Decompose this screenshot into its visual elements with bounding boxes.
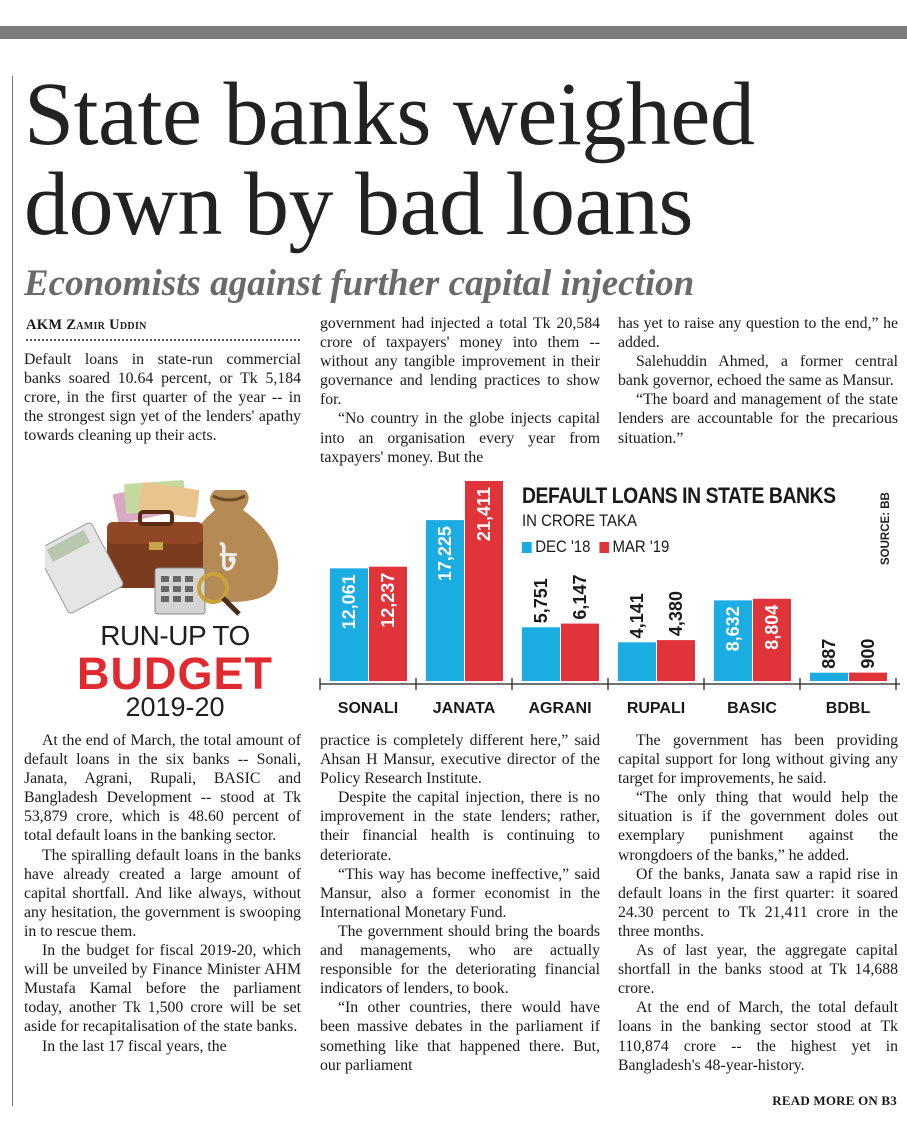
read-more-link[interactable]: READ MORE ON B3	[772, 1093, 897, 1108]
data-label-sonali-mar19: 12,237	[378, 572, 398, 628]
column-3-top	[618, 314, 898, 448]
bar-bdbl-mar19	[849, 673, 887, 681]
bar-bdbl-dec18	[810, 673, 848, 681]
x-tick-label-sonali: SONALI	[337, 700, 399, 717]
data-label-bdbl-dec18: 887	[819, 638, 839, 669]
subheadline: Economists against further capital injection	[24, 263, 695, 304]
chart-legend	[522, 537, 678, 557]
legend-label-dec18: DEC '18	[535, 537, 591, 556]
budget-logo-line1: RUN-UP TO	[100, 620, 250, 651]
budget-illustration-icon	[45, 470, 305, 620]
budget-logo	[45, 470, 305, 720]
intro-column	[24, 350, 301, 445]
data-label-agrani-mar19: 6,147	[570, 574, 590, 620]
x-tick-label-janata: JANATA	[432, 700, 496, 717]
paragraph: In the last 17 fiscal years, the	[42, 1037, 227, 1055]
headline: State banks weighed down by bad loans	[24, 65, 755, 254]
paragraph: The government should bring the boards and managements, who are actually responsible for the deteriorating financial indicators of lenders, to book.	[320, 922, 600, 998]
paragraph: has yet to raise any question to the end,” he added.	[618, 315, 898, 352]
paragraph: Of the banks, Janata saw a rapid rise in default loans in the first quarter: it soared 24.30 percent to Tk 21,411 crore in the three months.	[618, 865, 898, 940]
paragraph: practice is completely different here,” said Ahsan H Mansur, executive director of the Policy Research Institute.	[320, 732, 600, 788]
data-label-janata-dec18: 17,225	[435, 526, 455, 582]
paragraph: The spiralling default loans in the banks have already created a large amount of capital shortfall. And like always, without any hesitation, the government is swooping in to rescue them.	[24, 846, 301, 940]
paragraph: At the end of March, the total amount of default loans in the six banks -- Sonali, Janata, Agrani, Rupali, BASIC and Bangladesh Development -- stood at Tk 53,879 crore, which is 48.60 percent of total default loans in the banking sector.	[24, 732, 301, 845]
paragraph: “In other countries, there would have been massive debates in the parliament if something like that happened there. But, our parliament	[320, 999, 600, 1074]
data-label-janata-mar19: 21,411	[474, 487, 494, 542]
data-label-basic-dec18: 8,632	[723, 606, 743, 652]
top-rule	[0, 26, 907, 39]
column-2-top	[320, 314, 600, 467]
intro-paragraph: Default loans in state-run commercial banks soared 10.64 percent, or Tk 5,184 crore, in the first quarter of the year -- in the strongest sign yet of the lenders' apathy towards cleaning up their acts.	[24, 351, 301, 445]
x-tick-label-bdbl: BDBL	[825, 700, 871, 717]
legend-swatch-mar19	[599, 542, 609, 553]
data-label-basic-mar19: 8,804	[762, 604, 782, 650]
column-2-bottom	[320, 731, 600, 1075]
paragraph: Salehuddin Ahmed, a former central bank governor, echoed the same as Mansur.	[618, 353, 898, 390]
chart-title: DEFAULT LOANS IN STATE BANKS	[522, 483, 836, 508]
paragraph: In the budget for fiscal 2019-20, which will be unveiled by Finance Minister AHM Mustafa Kamal before the parliament today, another Tk 1,500 crore will be set aside for recapitalisation of the state banks.	[24, 942, 301, 1036]
chart-subtitle: IN CRORE TAKA	[522, 511, 637, 530]
budget-logo-line2: BUDGET	[77, 648, 273, 699]
budget-logo-line3: 2019-20	[125, 692, 225, 722]
column-1-bottom	[24, 731, 301, 1056]
x-tick-label-rupali: RUPALI	[626, 700, 686, 717]
data-label-agrani-dec18: 5,751	[531, 578, 551, 624]
data-label-sonali-dec18: 12,061	[339, 574, 359, 630]
paragraph: “This way has become ineffective,” said Mansur, also a former economist in the International Monetary Fund.	[320, 865, 600, 921]
byline-divider	[26, 339, 300, 341]
byline-text: AKM Zamir Uddin	[26, 317, 147, 333]
chart-source	[880, 485, 902, 565]
data-label-bdbl-mar19: 900	[858, 638, 878, 669]
left-column-rule	[12, 76, 13, 1106]
chart-source-text: SOURCE: BB	[880, 492, 892, 565]
x-tick-label-agrani: AGRANI	[528, 700, 592, 717]
legend-item-mar19	[599, 537, 669, 557]
x-tick-label-basic: BASIC	[727, 700, 777, 717]
paragraph: As of last year, the aggregate capital shortfall in the banks stood at Tk 14,688 crore.	[618, 942, 898, 998]
bar-rupali-dec18	[618, 642, 656, 681]
legend-swatch-dec18	[522, 542, 532, 553]
bar-rupali-mar19	[657, 640, 695, 681]
paragraph: Despite the capital injection, there is no improvement in the state lenders; rather, their financial health is continuing to deteriorate.	[320, 789, 600, 864]
byline	[26, 317, 147, 334]
paragraph: “The board and management of the state lenders are accountable for the precarious situation.”	[618, 391, 898, 447]
paragraph: The government has been providing capital support for long without giving any target for improvements, he said.	[618, 732, 898, 788]
paragraph: At the end of March, the total default loans in the banking sector stood at Tk 110,874 crore -- the highest yet in Bangladesh's 48-year-history.	[618, 999, 898, 1074]
column-3-bottom	[618, 731, 898, 1075]
data-label-rupali-mar19: 4,380	[666, 591, 686, 637]
data-label-rupali-dec18: 4,141	[627, 593, 647, 639]
bar-agrani-mar19	[561, 624, 599, 681]
svg-text:৳: ৳	[219, 535, 238, 579]
paragraph: government had injected a total Tk 20,584 crore of taxpayers' money into them -- without any tangible improvement in their governance and lending practices to show for.	[320, 315, 600, 409]
paragraph: “The only thing that would help the situation is if the government doles out exemplary punishment against the wrongdoers of the banks,” he added.	[618, 789, 898, 864]
bar-agrani-dec18	[522, 627, 560, 681]
legend-item-dec18	[522, 537, 590, 557]
paragraph: “No country in the globe injects capital into an organisation every year from taxpayers' money. But the	[320, 410, 600, 466]
legend-label-mar19: MAR '19	[612, 537, 670, 556]
